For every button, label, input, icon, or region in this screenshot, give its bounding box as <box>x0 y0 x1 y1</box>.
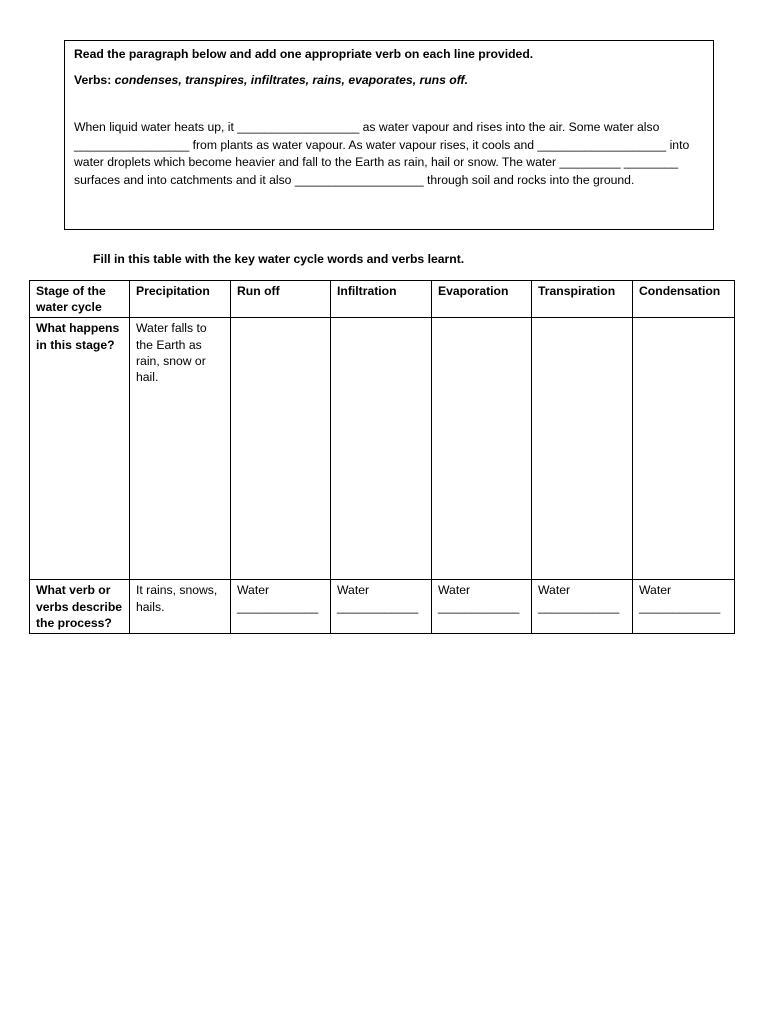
cell-precipitation-verb: It rains, snows, hails. <box>130 580 231 634</box>
header-cell-transpiration: Transpiration <box>532 281 633 318</box>
verbs-line <box>74 72 704 90</box>
verb-activity-box <box>64 40 714 230</box>
cell-evaporation-what[interactable] <box>432 318 532 580</box>
cell-transpiration-what[interactable] <box>532 318 633 580</box>
verbs-label: Verbs: <box>74 72 112 87</box>
water-cycle-table <box>29 280 735 634</box>
cell-precipitation-what: Water falls to the Earth as rain, snow or hail. <box>130 318 231 580</box>
cell-condensation-verb[interactable]: Water ____________ <box>633 580 735 634</box>
cell-run-off-what[interactable] <box>231 318 331 580</box>
cell-infiltration-verb[interactable]: Water ____________ <box>331 580 432 634</box>
cell-infiltration-what[interactable] <box>331 318 432 580</box>
fill-in-paragraph: When liquid water heats up, it __________________ as water vapour and rises into the air. Some water also _________________ from plants as water vapour. As water vapour rises, it cools and ___________________ into water droplets which become heavier and fall to the Earth as rain, hail or snow. The water _________ ________ surfaces and into catchments and it also ___________________ through soil and rocks into the ground. <box>74 120 690 187</box>
cell-evaporation-verb[interactable]: Water ____________ <box>432 580 532 634</box>
table-row-what-happens <box>30 318 735 580</box>
verbs-list: condenses, transpires, infiltrates, rains, evaporates, runs off. <box>114 72 468 87</box>
header-cell-evaporation: Evaporation <box>432 281 532 318</box>
header-cell-condensation: Condensation <box>633 281 735 318</box>
table-row-verbs <box>30 580 735 634</box>
table-header-row <box>30 281 735 318</box>
table-instruction: Fill in this table with the key water cycle words and verbs learnt. <box>93 252 465 266</box>
row-label-what-happens: What happens in this stage? <box>30 318 130 580</box>
row-label-verbs: What verb or verbs describe the process? <box>30 580 130 634</box>
header-cell-infiltration: Infiltration <box>331 281 432 318</box>
header-cell-stage: Stage of the water cycle <box>30 281 130 318</box>
header-cell-precipitation: Precipitation <box>130 281 231 318</box>
cell-transpiration-verb[interactable]: Water ____________ <box>532 580 633 634</box>
header-cell-run-off: Run off <box>231 281 331 318</box>
activity-instruction: Read the paragraph below and add one appropriate verb on each line provided. <box>74 47 534 61</box>
cell-run-off-verb[interactable]: Water ____________ <box>231 580 331 634</box>
cell-condensation-what[interactable] <box>633 318 735 580</box>
